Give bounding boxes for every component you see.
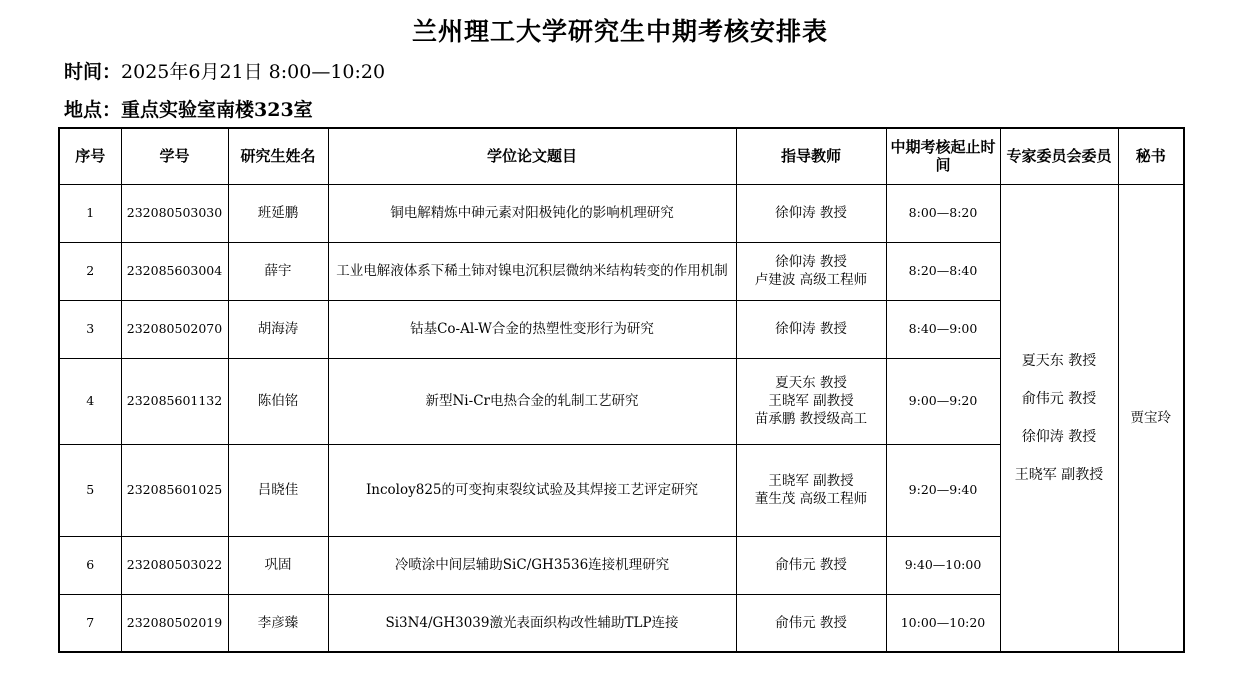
cell-id: 232080502070 bbox=[121, 300, 228, 358]
committee-member: 王晓军 副教授 bbox=[1014, 466, 1104, 483]
secretary-cell: 贾宝玲 bbox=[1118, 184, 1184, 652]
cell-name: 薛宇 bbox=[228, 242, 328, 300]
cell-thesis: Si3N4/GH3039激光表面织构改性辅助TLP连接 bbox=[328, 594, 736, 652]
header-secretary: 秘书 bbox=[1118, 128, 1184, 184]
advisor-line: 徐仰涛 教授 bbox=[775, 254, 847, 270]
cell-thesis: 铜电解精炼中砷元素对阳极钝化的影响机理研究 bbox=[328, 184, 736, 242]
time-label: 时间： bbox=[64, 61, 122, 83]
cell-time: 8:40—9:00 bbox=[886, 300, 1000, 358]
page-title: 兰州理工大学研究生中期考核安排表 bbox=[411, 17, 828, 46]
cell-thesis: Incoloy825的可变拘束裂纹试验及其焊接工艺评定研究 bbox=[328, 444, 736, 536]
header-id: 学号 bbox=[121, 128, 228, 184]
cell-name: 巩固 bbox=[228, 536, 328, 594]
cell-advisor bbox=[736, 184, 886, 242]
advisor-line: 俞伟元 教授 bbox=[775, 557, 847, 573]
cell-name: 班延鹏 bbox=[228, 184, 328, 242]
header-name: 研究生姓名 bbox=[228, 128, 328, 184]
cell-id: 232080503022 bbox=[121, 536, 228, 594]
cell-time: 8:20—8:40 bbox=[886, 242, 1000, 300]
advisor-line: 苗承鹏 教授级高工 bbox=[754, 411, 868, 427]
cell-id: 232085601025 bbox=[121, 444, 228, 536]
cell-id: 232080503030 bbox=[121, 184, 228, 242]
schedule-table bbox=[58, 127, 1185, 653]
cell-time: 9:20—9:40 bbox=[886, 444, 1000, 536]
cell-id: 232080502019 bbox=[121, 594, 228, 652]
cell-name: 吕晓佳 bbox=[228, 444, 328, 536]
advisor-line: 王晓军 副教授 bbox=[768, 393, 854, 409]
cell-no: 1 bbox=[59, 184, 121, 242]
cell-advisor bbox=[736, 594, 886, 652]
cell-time: 9:00—9:20 bbox=[886, 358, 1000, 444]
cell-name: 李彦臻 bbox=[228, 594, 328, 652]
table-row bbox=[59, 184, 1184, 242]
cell-advisor bbox=[736, 358, 886, 444]
advisor-line: 董生茂 高级工程师 bbox=[754, 491, 868, 507]
cell-no: 5 bbox=[59, 444, 121, 536]
cell-no: 6 bbox=[59, 536, 121, 594]
advisor-line: 徐仰涛 教授 bbox=[775, 205, 847, 221]
header-time: 中期考核起止时间 bbox=[886, 128, 1000, 184]
cell-no: 2 bbox=[59, 242, 121, 300]
header-no: 序号 bbox=[59, 128, 121, 184]
time-value: 2025年6月21日 8:00—10:20 bbox=[121, 61, 386, 83]
cell-advisor bbox=[736, 536, 886, 594]
cell-name: 陈伯铭 bbox=[228, 358, 328, 444]
advisor-line: 卢建波 高级工程师 bbox=[754, 272, 868, 288]
cell-thesis: 钴基Co-Al-W合金的热塑性变形行为研究 bbox=[328, 300, 736, 358]
cell-thesis: 工业电解液体系下稀土铈对镍电沉积层微纳米结构转变的作用机制 bbox=[328, 242, 736, 300]
advisor-line: 王晓军 副教授 bbox=[768, 473, 854, 489]
committee-member: 俞伟元 教授 bbox=[1021, 390, 1097, 407]
cell-thesis: 冷喷涂中间层辅助SiC/GH3536连接机理研究 bbox=[328, 536, 736, 594]
cell-advisor bbox=[736, 300, 886, 358]
exam-place bbox=[64, 95, 313, 122]
place-label: 地点： bbox=[64, 99, 122, 121]
advisor-line: 俞伟元 教授 bbox=[775, 614, 847, 631]
cell-time: 9:40—10:00 bbox=[886, 536, 1000, 594]
cell-no: 7 bbox=[59, 594, 121, 652]
cell-advisor bbox=[736, 444, 886, 536]
cell-time: 10:00—10:20 bbox=[886, 594, 1000, 652]
cell-id: 232085603004 bbox=[121, 242, 228, 300]
committee-cell bbox=[1000, 184, 1118, 652]
exam-time bbox=[64, 57, 385, 84]
committee-member: 徐仰涛 教授 bbox=[1021, 428, 1097, 445]
place-value: 重点实验室南楼323室 bbox=[121, 99, 313, 121]
header-committee: 专家委员会委员 bbox=[1000, 128, 1118, 184]
header-thesis: 学位论文题目 bbox=[328, 128, 736, 184]
committee-member: 夏天东 教授 bbox=[1021, 352, 1097, 369]
cell-no: 3 bbox=[59, 300, 121, 358]
cell-thesis: 新型Ni-Cr电热合金的轧制工艺研究 bbox=[328, 358, 736, 444]
header-advisor: 指导教师 bbox=[736, 128, 886, 184]
advisor-line: 夏天东 教授 bbox=[775, 375, 847, 391]
cell-no: 4 bbox=[59, 358, 121, 444]
cell-time: 8:00—8:20 bbox=[886, 184, 1000, 242]
header-row bbox=[59, 128, 1184, 184]
cell-id: 232085601132 bbox=[121, 358, 228, 444]
cell-advisor bbox=[736, 242, 886, 300]
advisor-line: 徐仰涛 教授 bbox=[775, 321, 847, 337]
cell-name: 胡海涛 bbox=[228, 300, 328, 358]
